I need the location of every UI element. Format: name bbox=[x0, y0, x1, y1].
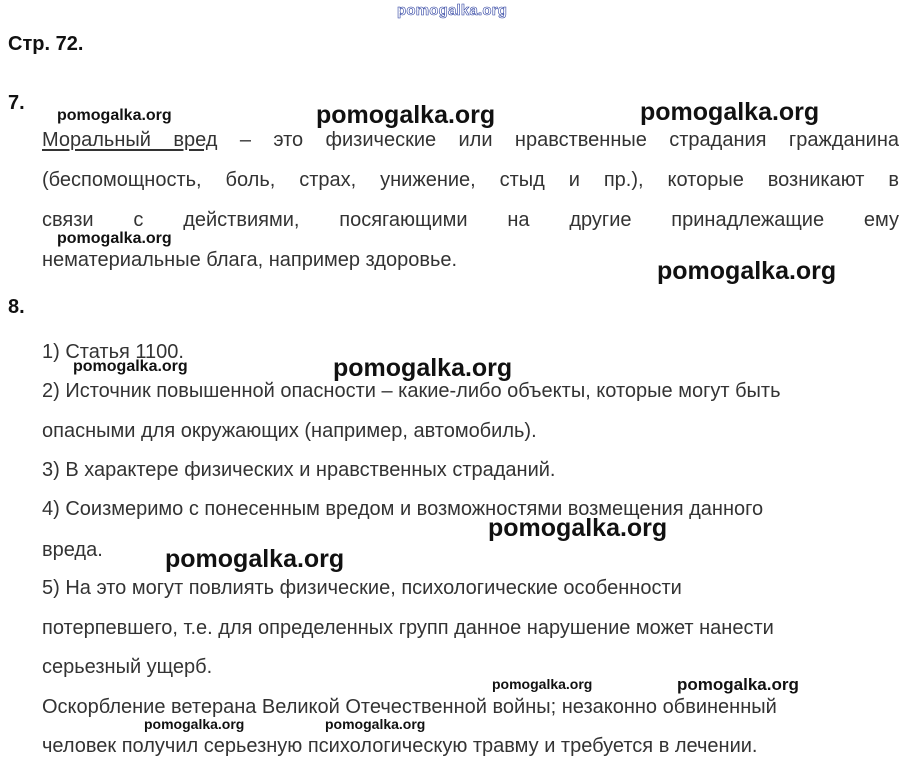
q8-line-7: 5) На это могут повлиять физические, психологические особенности bbox=[42, 577, 682, 599]
watermark: pomogalka.org bbox=[144, 716, 245, 732]
question-7-number: 7. bbox=[8, 92, 25, 114]
watermark-top: pomogalka.org bbox=[397, 2, 508, 19]
watermark: pomogalka.org bbox=[325, 716, 426, 732]
q7-line-3: связи с действиями, посягающими на другие принадлежащие ему bbox=[42, 209, 899, 231]
watermark: pomogalka.org bbox=[640, 98, 820, 126]
watermark: pomogalka.org bbox=[73, 358, 188, 375]
q8-line-8: потерпевшего, т.е. для определенных групп данное нарушение может нанести bbox=[42, 617, 774, 639]
watermark: pomogalka.org bbox=[57, 107, 172, 124]
watermark: pomogalka.org bbox=[333, 354, 513, 382]
watermark: pomogalka.org bbox=[488, 514, 668, 542]
q8-line-10: Оскорбление ветерана Великой Отечественной войны; незаконно обвиненный bbox=[42, 696, 777, 718]
watermark: pomogalka.org bbox=[316, 101, 496, 129]
watermark: pomogalka.org bbox=[57, 230, 172, 247]
q8-line-3: опасными для окружающих (например, автомобиль). bbox=[42, 420, 537, 442]
q8-line-4: 3) В характере физических и нравственных страданий. bbox=[42, 459, 556, 481]
watermark: pomogalka.org bbox=[677, 675, 799, 694]
q8-line-6: вреда. bbox=[42, 539, 103, 561]
q7-line-1 bbox=[42, 129, 899, 152]
term-moral-harm: Моральный вред bbox=[42, 129, 218, 151]
q8-line-5: 4) Соизмеримо с понесенным вредом и возможностями возмещения данного bbox=[42, 498, 764, 520]
q7-line-4: нематериальные блага, например здоровье. bbox=[42, 249, 458, 271]
watermark: pomogalka.org bbox=[165, 545, 345, 573]
watermark: pomogalka.org bbox=[657, 257, 837, 285]
q8-line-1: 1) Статья 1100. bbox=[42, 341, 184, 363]
q7-line-1-rest: – это физические или нравственные страдания гражданина bbox=[217, 129, 899, 151]
q8-line-2: 2) Источник повышенной опасности – какие-либо объекты, которые могут быть bbox=[42, 380, 781, 402]
watermark: pomogalka.org bbox=[492, 676, 593, 692]
question-8-number: 8. bbox=[8, 296, 25, 318]
q8-line-9: серьезный ущерб. bbox=[42, 656, 213, 678]
q8-line-11: человек получил серьезную психологическую травму и требуется в лечении. bbox=[42, 735, 758, 757]
page-label: Стр. 72. bbox=[8, 33, 84, 55]
q7-line-2: (беспомощность, боль, страх, унижение, стыд и пр.), которые возникают в bbox=[42, 169, 899, 191]
